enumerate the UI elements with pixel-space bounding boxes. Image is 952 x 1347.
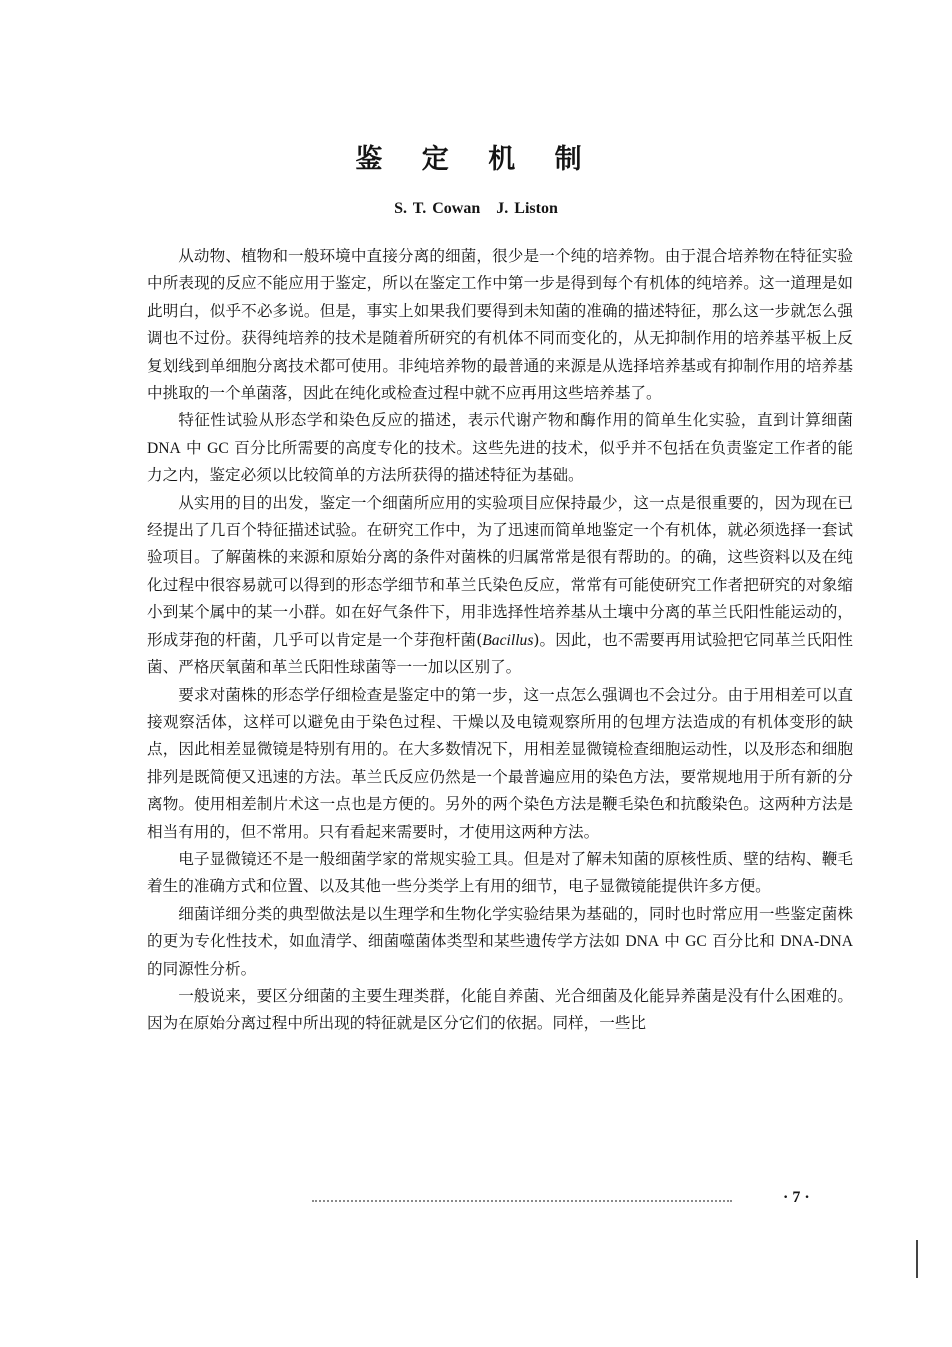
latin-term: GC — [685, 933, 707, 951]
paragraph — [147, 407, 853, 489]
latin-term: GC — [207, 439, 229, 457]
latin-term: DNA-DNA — [780, 933, 853, 951]
footer-rule — [312, 1200, 732, 1202]
paragraph-text: 电子显微镜还不是一般细菌学家的常规实验工具。但是对了解未知菌的原核性质、壁的结构、鞭毛着生的准确方式和位置、以及其他一些分类学上有用的细节，电子显微镜能提供许多方便。 — [147, 849, 853, 896]
paragraph-text: 的同源性分析。 — [147, 959, 257, 978]
paragraph-text: 细菌详细分类的典型做法是以生理学和生物化学实验结果为基础的，同时也时常应用一些鉴定菌株的更为专化性技术，如血清学、细菌噬菌体类型和某些遗传学方法如 — [147, 904, 853, 951]
paragraph-text: 百分比和 — [706, 932, 781, 951]
paragraph-text: 中 — [659, 932, 686, 951]
paragraph-text: 一般说来，要区分细菌的主要生理类群，化能自养菌、光合细菌及化能异养菌是没有什么困难的。因为在原始分离过程中所出现的特征就是区分它们的依据。同样，一些比 — [147, 986, 853, 1033]
paragraph — [147, 846, 853, 901]
latin-term: DNA — [147, 439, 181, 457]
paragraph-text: 特征性试验从形态学和染色反应的描述，表示代谢产物和酶作用的简单生化实验，直到计算细菌 — [178, 411, 853, 430]
paragraph-text: 要求对菌株的形态学仔细检查是鉴定中的第一步，这一点怎么强调也不会过分。由于用相差可以直接观察活体，这样可以避免由于染色过程、干燥以及电镜观察所用的包埋方法造成的有机体变形的缺点，因此相差显微镜是特别有用的。在大多数情况下，用相差显微镜检查细胞运动性，以及形态和细胞排列是既简便又迅速的方法。革兰氏反应仍然是一个最普遍应用的染色方法，要常规地用于所有新的分离物。使用相差制片术这一点也是方便的。另外的两个染色方法是鞭毛染色和抗酸染色。这两种方法是相当有用的，但不常用。只有看起来需要时，才使用这两种方法。 — [147, 685, 853, 841]
paragraph-text: 从实用的目的出发，鉴定一个细菌所应用的实验项目应保持最少，这一点是很重要的，因为现在已经提出了几百个特征描述试验。在研究工作中，为了迅速而简单地鉴定一个有机体，就必须选择一套试验项目。了解菌株的来源和原始分离的条件对菌株的归属常常是很有帮助的。的确，这些资料以及在纯化过程中很容易就可以得到的形态学细节和革兰氏染色反应，常常有可能使研究工作者把研究的对象缩小到某个属中的某一小群。如在好气条件下，用非选择性培养基从土壤中分离的革兰氏阳性能运动的，形成芽孢的杆菌，几乎可以肯定是一个芽孢杆菌( — [147, 493, 853, 649]
paragraph — [147, 490, 853, 682]
paragraph — [147, 901, 853, 983]
author-name: J. Liston — [496, 200, 558, 217]
authors — [0, 197, 952, 221]
scan-mark — [916, 1240, 918, 1278]
paragraph-text: )。因此，也不需要再用试验把它同革兰氏阳性菌、严格厌氧菌和革兰氏阳性球菌等一一加以区别了。 — [147, 630, 853, 677]
paragraph-text: 中 — [180, 438, 208, 457]
paragraph — [147, 243, 853, 407]
paragraph — [147, 682, 853, 846]
latin-term: DNA — [625, 933, 660, 951]
page-title: 鉴 定 机 制 — [355, 144, 597, 175]
paragraph — [147, 983, 853, 1038]
genus-name: Bacillus — [482, 631, 534, 649]
page-number: · 7 · — [783, 1189, 810, 1206]
paragraph-text: 从动物、植物和一般环境中直接分离的细菌，很少是一个纯的培养物。由于混合培养物在特征实验中所表现的反应不能应用于鉴定，所以在鉴定工作中第一步是得到每个有机体的纯培养。这一道理是如此明白，似乎不必多说。但是，事实上如果我们要得到未知菌的准确的描述特征，那么这一步就怎么强调也不过份。获得纯培养的技术是随着所研究的有机体不同而变化的，从无抑制作用的培养基平板上反复划线到单细胞分离技术都可使用。非纯培养物的最普通的来源是从选择培养基或有抑制作用的培养基中挑取的一个单菌落，因此在纯化或检查过程中就不应再用这些培养基了。 — [147, 247, 853, 403]
body-text — [147, 243, 853, 1038]
paragraph-text: 百分比所需要的高度专化的技术。这些先进的技术，似乎并不包括在负责鉴定工作者的能力之内，鉴定必须以比较简单的方法所获得的描述特征为基础。 — [147, 438, 853, 485]
author-name: S. T. Cowan — [394, 200, 481, 217]
